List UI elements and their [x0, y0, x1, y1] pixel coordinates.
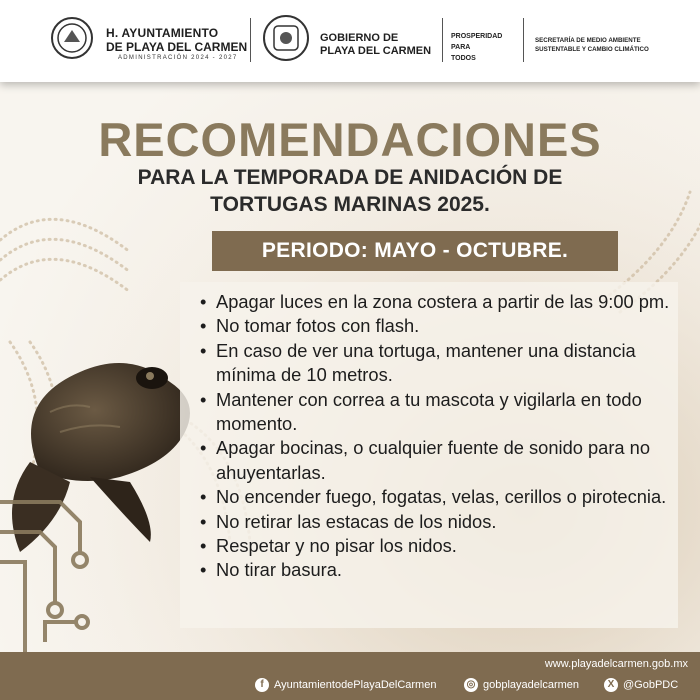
website-link[interactable]: www.playadelcarmen.gob.mx — [544, 658, 688, 670]
administration-period: ADMINISTRACIÓN 2024 - 2027 — [118, 55, 238, 61]
list-item: • No tirar basura. — [200, 558, 678, 582]
list-item: • No tomar fotos con flash. — [200, 314, 678, 338]
slogan-line2: PARA — [451, 44, 471, 51]
x-link[interactable] — [604, 678, 678, 692]
list-item: • Mantener con correa a tu mascota y vigilarla en todo momento. — [200, 388, 678, 437]
instagram-icon: ◎ — [464, 678, 478, 692]
subtitle-line2: TORTUGAS MARINAS 2025. — [210, 193, 490, 216]
list-item: • Respetar y no pisar los nidos. — [200, 534, 678, 558]
divider — [442, 18, 443, 62]
secretaria-line2: SUSTENTABLE Y CAMBIO CLIMÁTICO — [535, 46, 649, 53]
facebook-link[interactable] — [255, 678, 436, 692]
header-bar — [0, 0, 700, 82]
period-banner: PERIODO: MAYO - OCTUBRE. — [212, 231, 618, 271]
secretaria — [535, 36, 685, 54]
list-item: • No retirar las estacas de los nidos. — [200, 510, 678, 534]
list-item: • Apagar bocinas, o cualquier fuente de sonido para no ahuyentarlas. — [200, 436, 678, 485]
list-item: • En caso de ver una tortuga, mantener una distancia mínima de 10 metros. — [200, 339, 678, 388]
government-seal-icon — [262, 14, 310, 62]
gobierno-title-line2: PLAYA DEL CARMEN — [320, 45, 432, 57]
list-item: • Apagar luces en la zona costera a partir de las 9:00 pm. — [200, 290, 678, 314]
facebook-icon: f — [255, 678, 269, 692]
instagram-link[interactable] — [464, 678, 579, 692]
ayuntamiento-title-line2: DE PLAYA DEL CARMEN — [106, 40, 248, 54]
slogan-line1: PROSPERIDAD — [451, 33, 503, 40]
subtitle-line1: PARA LA TEMPORADA DE ANIDACIÓN DE — [137, 166, 563, 189]
secretaria-line1: SECRETARÍA DE MEDIO AMBIENTE — [535, 37, 641, 44]
divider — [250, 18, 251, 62]
x-icon: X — [604, 678, 618, 692]
list-item: • No encender fuego, fogatas, velas, cerillos o pirotecnia. — [200, 485, 678, 509]
gobierno-title-line1: GOBIERNO DE — [320, 32, 399, 44]
x-handle: @GobPDC — [623, 679, 679, 691]
divider — [523, 18, 524, 62]
ayuntamiento-title-line1: H. AYUNTAMIENTO — [106, 26, 219, 40]
instagram-handle: gobplayadelcarmen — [483, 679, 580, 691]
slogan — [451, 31, 502, 64]
facebook-handle: AyuntamientodePlayaDelCarmen — [274, 679, 437, 691]
page-title: RECOMENDACIONES — [98, 113, 602, 166]
slogan-line3: TODOS — [451, 55, 476, 62]
city-seal-icon — [50, 16, 94, 60]
recommendations-list — [200, 290, 678, 583]
